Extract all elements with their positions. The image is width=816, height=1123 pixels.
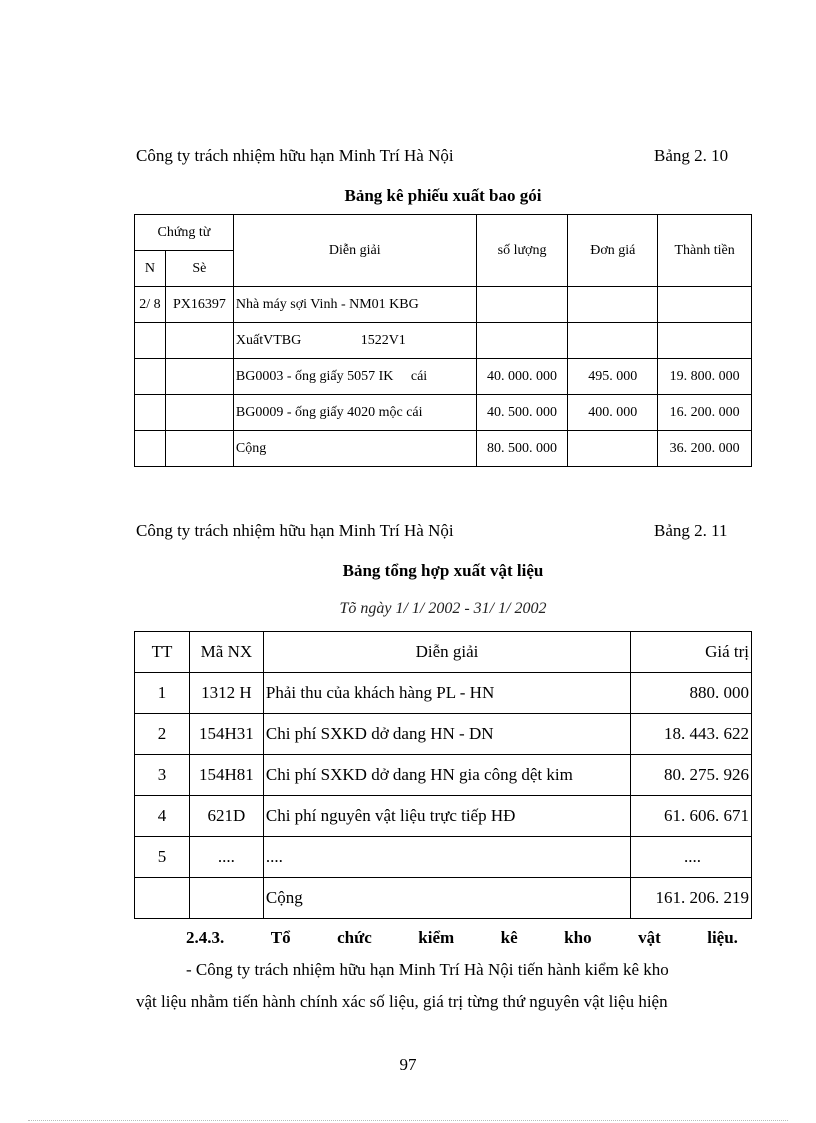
cell-n: 2/ 8: [135, 287, 166, 323]
cell-n: [135, 431, 166, 467]
table-row: [135, 287, 752, 323]
table1-header-chung-tu: Chứng từ: [135, 215, 234, 251]
cell-don-gia: [568, 431, 658, 467]
cell-tt: 4: [135, 796, 190, 837]
page-number: 97: [399, 1055, 417, 1074]
table-row: [135, 673, 752, 714]
cell-n: [135, 323, 166, 359]
cell-dien-giai: XuấtVTBG 1522V1: [233, 323, 476, 359]
table2-title: Bảng tổng hợp xuất vật liệu: [342, 561, 544, 580]
heading-word: kiểm: [418, 928, 455, 947]
cell-so-luong: 40. 000. 000: [476, 359, 568, 395]
cell-ma-nx: 621D: [189, 796, 263, 837]
heading-word: chức: [337, 928, 372, 947]
table1-header-n: N: [135, 251, 166, 287]
table2-subtitle: Tõ ngày 1/ 1/ 2002 - 31/ 1/ 2002: [339, 600, 547, 617]
cell-don-gia: 495. 000: [568, 359, 658, 395]
heading-word: Tổ: [270, 928, 291, 947]
paragraph-line-2: vật liệu nhằm tiến hành chính xác số liệu, giá trị từng thứ nguyên vật liệu hiện: [136, 992, 668, 1011]
heading-word: liệu.: [707, 928, 738, 947]
table-row: [135, 323, 752, 359]
cell-so-luong: [476, 323, 568, 359]
table2-label: Bảng 2. 11: [654, 521, 728, 540]
table1-label: Bảng 2. 10: [654, 146, 729, 165]
table-row: [135, 837, 752, 878]
cell-tt: 2: [135, 714, 190, 755]
cell-se: [165, 431, 233, 467]
table1-header-thanh-tien: Thành tiền: [658, 215, 752, 287]
cell-gia-tri: 80. 275. 926: [631, 755, 752, 796]
cell-dien-giai: ....: [263, 837, 630, 878]
cell-don-gia: [568, 287, 658, 323]
cell-dien-giai: BG0003 - ống giấy 5057 IK cái: [233, 359, 476, 395]
table2: [134, 631, 752, 919]
cell-tt: 5: [135, 837, 190, 878]
cell-ma-nx: [189, 878, 263, 919]
table1-company: Công ty trách nhiệm hữu hạn Minh Trí Hà Nội: [136, 146, 454, 165]
cell-don-gia: 400. 000: [568, 395, 658, 431]
cell-ma-nx: ....: [189, 837, 263, 878]
table-row: [135, 395, 752, 431]
table2-header-ma-nx: Mã NX: [189, 632, 263, 673]
cell-thanh-tien: [658, 287, 752, 323]
cell-se: [165, 323, 233, 359]
cell-dien-giai: Chi phí SXKD dở dang HN - DN: [263, 714, 630, 755]
table-row: [135, 755, 752, 796]
heading-word: kho: [564, 928, 592, 947]
table2-header-gia-tri: Giá trị: [631, 632, 752, 673]
table1: [134, 214, 752, 467]
heading-word: kê: [500, 928, 518, 947]
cell-ma-nx: 1312 H: [189, 673, 263, 714]
cell-n: [135, 359, 166, 395]
cell-n: [135, 395, 166, 431]
cell-so-luong: 40. 500. 000: [476, 395, 568, 431]
table-row: [135, 878, 752, 919]
cell-ma-nx: 154H81: [189, 755, 263, 796]
cell-so-luong: 80. 500. 000: [476, 431, 568, 467]
table-row: [135, 431, 752, 467]
table2-header-tt: TT: [135, 632, 190, 673]
cell-dien-giai: Cộng: [233, 431, 476, 467]
table2-company: Công ty trách nhiệm hữu hạn Minh Trí Hà Nội: [136, 521, 454, 540]
cell-tt: 1: [135, 673, 190, 714]
table-row: [135, 359, 752, 395]
cell-dien-giai: Phải thu của khách hàng PL - HN: [263, 673, 630, 714]
cell-don-gia: [568, 323, 658, 359]
table1-header-so-luong: số lượng: [476, 215, 568, 287]
cell-dien-giai: Cộng: [263, 878, 630, 919]
page-bottom-divider: [28, 1120, 788, 1121]
cell-dien-giai: Nhà máy sợi Vinh - NM01 KBG: [233, 287, 476, 323]
table1-header-se: Sè: [165, 251, 233, 287]
cell-thanh-tien: 19. 800. 000: [658, 359, 752, 395]
cell-dien-giai: Chi phí nguyên vật liệu trực tiếp HĐ: [263, 796, 630, 837]
cell-ma-nx: 154H31: [189, 714, 263, 755]
section-heading: [186, 928, 738, 948]
cell-thanh-tien: [658, 323, 752, 359]
cell-se: [165, 395, 233, 431]
cell-thanh-tien: 36. 200. 000: [658, 431, 752, 467]
cell-so-luong: [476, 287, 568, 323]
table-row: [135, 796, 752, 837]
cell-dien-giai: Chi phí SXKD dở dang HN gia công dệt kim: [263, 755, 630, 796]
cell-dien-giai: BG0009 - ống giấy 4020 mộc cái: [233, 395, 476, 431]
cell-gia-tri: 161. 206. 219: [631, 878, 752, 919]
table-row: [135, 714, 752, 755]
cell-gia-tri: 18. 443. 622: [631, 714, 752, 755]
paragraph-line-1: - Công ty trách nhiệm hữu hạn Minh Trí Hà Nội tiến hành kiểm kê kho: [186, 960, 669, 979]
cell-se: PX16397: [165, 287, 233, 323]
heading-word: vật: [638, 928, 661, 947]
cell-se: [165, 359, 233, 395]
cell-thanh-tien: 16. 200. 000: [658, 395, 752, 431]
table1-header-dien-giai: Diễn giải: [233, 215, 476, 287]
heading-word: 2.4.3.: [186, 928, 225, 947]
cell-tt: [135, 878, 190, 919]
cell-gia-tri: 61. 606. 671: [631, 796, 752, 837]
cell-gia-tri: ....: [631, 837, 752, 878]
cell-gia-tri: 880. 000: [631, 673, 752, 714]
table2-header-dien-giai: Diễn giải: [263, 632, 630, 673]
cell-tt: 3: [135, 755, 190, 796]
table1-header-don-gia: Đơn giá: [568, 215, 658, 287]
table1-title: Bảng kê phiếu xuất bao gói: [344, 186, 542, 205]
